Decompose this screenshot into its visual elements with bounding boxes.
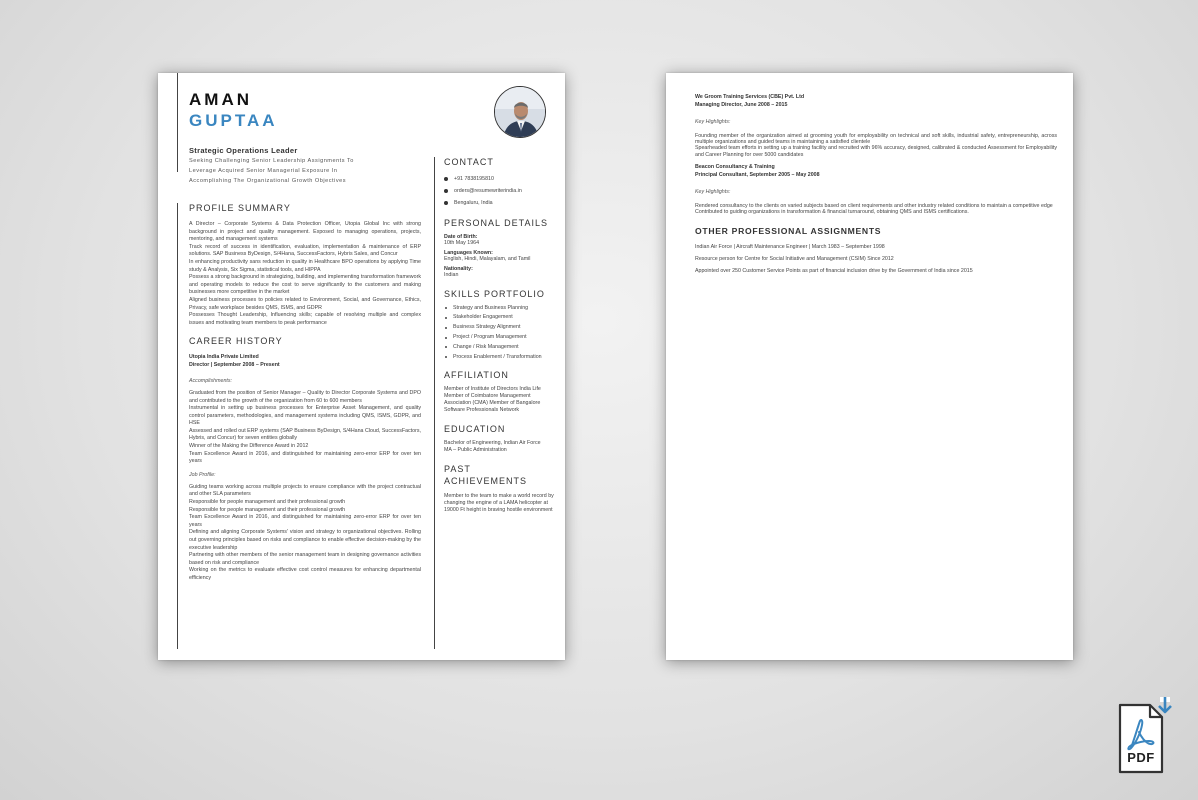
highlights-list: [695, 203, 1057, 216]
last-name: GUPTAA: [189, 111, 278, 130]
list-item: Team Excellence Award in 2016, and distinguished for maintaining zero-error ERP for over ten years: [189, 514, 421, 528]
resume-page-1: [158, 73, 565, 660]
list-item: Indian Air Force | Aircraft Maintenance Engineer | March 1983 – September 1998: [695, 243, 885, 250]
list-item: Team Excellence Award in 2016, and distinguished for maintaining zero-error ERP for over ten years: [189, 450, 421, 465]
list-item: Change / Risk Management: [444, 344, 556, 351]
list-item: Spearheaded team efforts in setting up a training facility and recruited with 96% accuracy, designed, calibrated & conducted Assessment for Employability and Career Planning for over 5000 candidates: [695, 145, 1057, 158]
section-title: OTHER PROFESSIONAL ASSIGNMENTS: [695, 225, 882, 236]
tagline: Strategic Operations Leader: [189, 146, 298, 155]
list-item: Assessed and rolled out ERP systems (SAP Business ByDesign, S/4Hana Cloud, SuccessFactors, Hybris, and Concur) for seven entities globally: [189, 427, 421, 442]
list-item: Founding member of the organization aimed at grooming youth for employability on technical and soft skills, industrial safety, entrepreneurship, across multiple organizations and guided teams in maintaining a satisfied clientele: [695, 132, 1057, 145]
list-item: Process Enablement / Transformation: [444, 354, 556, 361]
nationality-label: Nationality:: [444, 266, 473, 273]
profile-summary: [189, 221, 421, 327]
job-role: Managing Director, June 2008 – 2015: [695, 101, 788, 108]
list-item: Strategy and Business Planning: [444, 305, 556, 312]
list-item: Partnering with other members of the senior management team in designing governance activities based on risk and compliance: [189, 552, 421, 566]
company-name: Beacon Consultancy & Training: [695, 164, 775, 171]
job-profile-label: Job Profile:: [189, 471, 216, 478]
list-item: Resource person for Centre for Social Initiative and Management (CSIM) Since 2012: [695, 255, 894, 262]
profile-line: In enhancing productivity sans reduction in quality in Healthcare BPO operations by applying Time study & Analysis, Six Sigma, statistical tools, and HIPPA: [189, 258, 421, 273]
achievements-section: [444, 463, 556, 515]
profile-line: A Director – Corporate Systems & Data Protection Officer, Utopia Global Inc with strong background in project and quality management. Exposed to managing operations, projects, mentoring, and management systems: [189, 221, 421, 243]
skills-list: [444, 305, 556, 361]
section-title: PERSONAL DETAILS: [444, 218, 549, 228]
page2-content: [695, 94, 1057, 280]
divider-line: [177, 73, 178, 172]
list-item: Winner of the Making the Difference Award in 2012: [189, 443, 309, 450]
profile-line: Possesses Thought Leadership, Influencing skills; capable of resolving multiple and complex issues and motivating team members to peak performance: [189, 312, 421, 326]
accomplishments-label: Accomplishments:: [189, 377, 232, 384]
dob-label: Date of Birth:: [444, 234, 478, 240]
list-item: Guiding teams working across multiple projects to ensure compliance with the project contractual and other SLA parameters: [189, 483, 421, 498]
section-title: CAREER HISTORY: [189, 336, 283, 347]
pdf-label: PDF: [1127, 750, 1155, 765]
dob-value: 10th May 1964: [444, 240, 480, 246]
email-text: orders@resumewriterindia.in: [454, 188, 522, 194]
pdf-download-icon[interactable]: [1117, 697, 1179, 777]
languages-value: English, Hindi, Malayalam, and Tamil: [444, 256, 531, 263]
languages-label: Languages Known:: [444, 250, 493, 257]
list-item: Graduated from the position of Senior Manager – Quality to Director Corporate Systems and DPO and contributed to the growth of the organization from 60 to 600 members: [189, 389, 421, 404]
section-title: AFFILIATION: [444, 369, 509, 380]
side-column: [444, 157, 556, 524]
accomplishments-list: [189, 390, 421, 466]
list-item: Project / Program Management: [444, 334, 556, 341]
location-text: Bengaluru, India: [454, 200, 493, 206]
list-item: Appointed over 250 Customer Service Points as part of financial inclusion drive by the Government of India since 2015: [695, 267, 973, 274]
company-name: Utopia India Private Limited: [189, 354, 259, 361]
email-icon: [444, 189, 448, 193]
divider-line: [177, 203, 178, 649]
job-role: Director | September 2008 – Present: [189, 362, 280, 369]
profile-line: Track record of success in identification, evaluation, implementation & maintenance of ERP solutions. SAP Business ByDesign, S/4Hana, SuccessFactors, Hybris Sales, and Concur: [189, 243, 421, 258]
section-title: EDUCATION: [444, 423, 506, 434]
job-profile-list: [189, 484, 421, 583]
nationality-value: Indian: [444, 272, 459, 279]
list-item: Bachelor of Engineering, Indian Air Force: [444, 439, 541, 446]
first-name: AMAN: [189, 90, 252, 109]
resume-page-2: [666, 73, 1073, 660]
highlights-list: [695, 133, 1057, 159]
divider-line: [434, 157, 435, 649]
achievements-text: Member to the team to make a world record by changing the engine of a LAMA helicopter at 19000 Ft height in braving hostile environment: [444, 493, 554, 514]
main-column: [189, 203, 421, 583]
key-highlights-label: Key Highlights:: [695, 188, 731, 195]
list-item: Responsible for people management and their professional growth: [189, 499, 346, 506]
section-title: SKILLS PORTFOLIO: [444, 288, 545, 299]
avatar: [494, 86, 546, 138]
list-item: Responsible for people management and their professional growth: [189, 506, 346, 513]
section-title: PAST ACHIEVEMENTS: [444, 464, 528, 487]
list-item: Contributed to guiding organizations in transformation & financial turnaround, obtaining QMS and ISMS certifications.: [695, 209, 969, 216]
objective: Seeking Challenging Senior Leadership Assignments To Leverage Acquired Senior Managerial Exposure In Accomplishing The Organizational Growth Objectives: [189, 158, 354, 184]
list-item: Rendered consultancy to the clients on varied subjects based on client requirements and other industry related conditions to maintain a competitive edge: [695, 202, 1053, 209]
section-title: CONTACT: [444, 157, 494, 167]
job-role: Principal Consultant, September 2005 – May 2008: [695, 172, 820, 179]
list-item: MA – Public Administration: [444, 446, 507, 453]
list-item: Defining and aligning Corporate Systems' vision and strategy to organizational objectives. Rolling out governing principles based on risks and compliance to enable effective decision-making by the executive leadership: [189, 529, 421, 551]
contact-section: [444, 157, 556, 209]
list-item: Instrumental in setting up business processes for Enterprise Asset Management, and quality control parameters, methodologies, and management systems including QMS, ISMS, GDPR, and HSE: [189, 405, 421, 427]
key-highlights-label: Key Highlights:: [695, 118, 731, 125]
phone-icon: [444, 177, 448, 181]
affiliation-section: [444, 370, 556, 415]
education-section: [444, 424, 556, 454]
list-item: Stakeholder Engagement: [444, 314, 556, 321]
skills-section: [444, 289, 556, 361]
contact-location: [444, 197, 556, 209]
list-item: Working on the metrics to evaluate effective cost control measures for enhancing departmental efficiency: [189, 567, 421, 581]
section-title: PROFILE SUMMARY: [189, 203, 291, 213]
company-name: We Groom Training Services (CBE) Pvt. Ltd: [695, 94, 805, 100]
contact-phone: [444, 173, 556, 185]
affiliation-text: Member of Institute of Directors India Life Member of Coimbatore Management Association (CMA) Member of Bangalore Software Professionals Network: [444, 385, 541, 414]
profile-line: Aligned business processes to policies related to Environment, Social, and Governance, Ethics, Privacy, safe workplace besides QMS, ISMS, and GDPR: [189, 296, 421, 311]
list-item: Business Strategy Alignment: [444, 324, 556, 331]
profile-line: Possess a strong background in strategizing, building, and implementing transformation framework and operating models to reduce the cost to serve significantly to the customers and making businesses more competitive in the market: [189, 274, 421, 296]
phone-text: +91 7838195810: [454, 176, 494, 182]
location-icon: [444, 201, 448, 205]
contact-email: [444, 185, 556, 197]
personal-details-section: [444, 218, 556, 280]
